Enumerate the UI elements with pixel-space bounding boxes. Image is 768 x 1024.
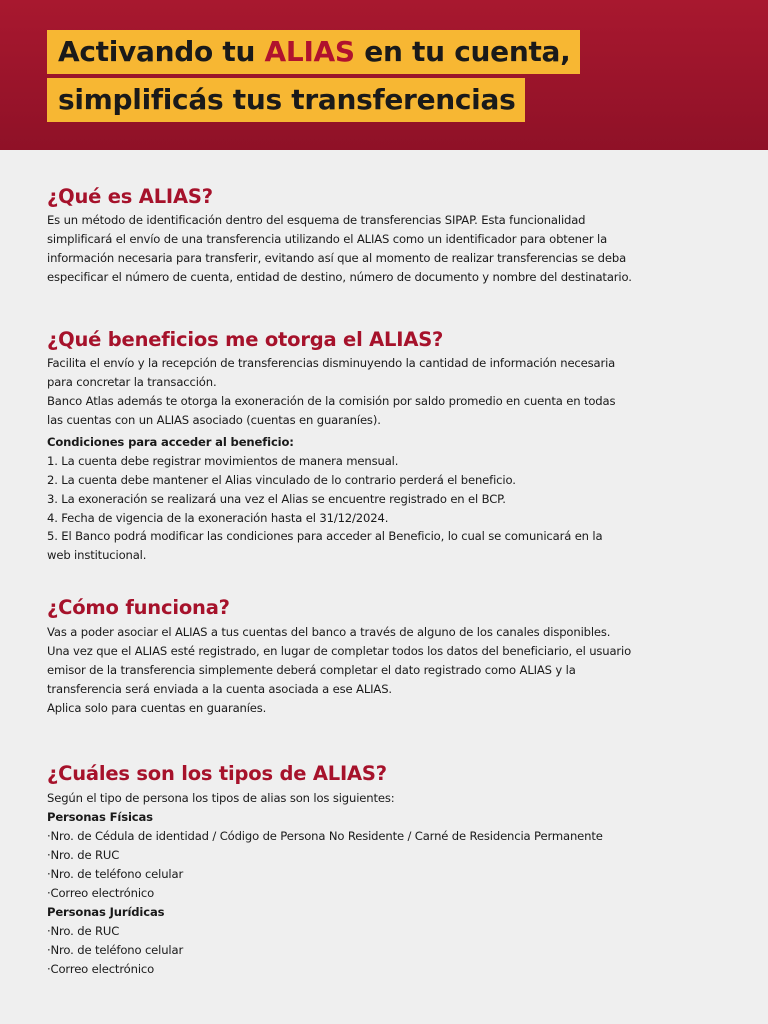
paragraph-line: información necesaria para transferir, evitando así que al momento de realizar transferencias se deba bbox=[47, 251, 627, 265]
paragraph-line: Facilita el envío y la recepción de transferencias disminuyendo la cantidad de información necesaria bbox=[47, 356, 616, 370]
paragraph-line: Es un método de identificación dentro del esquema de transferencias SIPAP. Esta funcionalidad bbox=[47, 213, 586, 227]
section-title-que-es: ¿Qué es ALIAS? bbox=[47, 185, 213, 208]
paragraph-line: emisor de la transferencia simplemente deberá completar el dato registrado como ALIAS y la bbox=[47, 663, 576, 677]
alias-type-item: ·Correo electrónico bbox=[47, 962, 155, 976]
page-title-line-1: Activando tu ALIAS en tu cuenta, bbox=[47, 30, 580, 74]
alias-type-item: ·Correo electrónico bbox=[47, 886, 155, 900]
condition-item: 5. El Banco podrá modificar las condiciones para acceder al Beneficio, lo cual se comunicará en la bbox=[47, 529, 603, 543]
conditions-title: Condiciones para acceder al beneficio: bbox=[47, 435, 294, 449]
condition-item: 4. Fecha de vigencia de la exoneración hasta el 31/12/2024. bbox=[47, 511, 389, 525]
header-banner bbox=[0, 0, 768, 150]
paragraph-line: simplificará el envío de una transferencia utilizando el ALIAS como un identificador para obtener la bbox=[47, 232, 608, 246]
paragraph-line: Según el tipo de persona los tipos de alias son los siguientes: bbox=[47, 791, 395, 805]
alias-type-item: ·Nro. de RUC bbox=[47, 924, 120, 938]
paragraph-line: para concretar la transacción. bbox=[47, 375, 217, 389]
paragraph-line: Aplica solo para cuentas en guaraníes. bbox=[47, 701, 267, 715]
condition-item: web institucional. bbox=[47, 548, 147, 562]
paragraph-line: especificar el número de cuenta, entidad de destino, número de documento y nombre del destinatario. bbox=[47, 270, 632, 284]
section-title-como-funciona: ¿Cómo funciona? bbox=[47, 596, 230, 619]
alias-type-item: ·Nro. de RUC bbox=[47, 848, 120, 862]
paragraph-line: transferencia será enviada a la cuenta asociada a ese ALIAS. bbox=[47, 682, 392, 696]
condition-item: 2. La cuenta debe mantener el Alias vinculado de lo contrario perderá el beneficio. bbox=[47, 473, 516, 487]
alias-highlight: ALIAS bbox=[264, 35, 355, 68]
paragraph-line: Vas a poder asociar el ALIAS a tus cuentas del banco a través de alguno de los canales disponibles. bbox=[47, 625, 611, 639]
section-title-tipos: ¿Cuáles son los tipos de ALIAS? bbox=[47, 762, 387, 785]
paragraph-line: Una vez que el ALIAS esté registrado, en lugar de completar todos los datos del beneficiario, el usuario bbox=[47, 644, 632, 658]
personas-juridicas-title: Personas Jurídicas bbox=[47, 905, 165, 919]
page-title-line-2: simplificás tus transferencias bbox=[47, 78, 525, 122]
section-title-beneficios: ¿Qué beneficios me otorga el ALIAS? bbox=[47, 328, 444, 351]
condition-item: 1. La cuenta debe registrar movimientos de manera mensual. bbox=[47, 454, 399, 468]
alias-type-item: ·Nro. de Cédula de identidad / Código de Persona No Residente / Carné de Residencia Permanente bbox=[47, 829, 603, 843]
paragraph-line: Banco Atlas además te otorga la exoneración de la comisión por saldo promedio en cuenta en todas bbox=[47, 394, 616, 408]
personas-fisicas-title: Personas Físicas bbox=[47, 810, 153, 824]
paragraph-line: las cuentas con un ALIAS asociado (cuentas en guaraníes). bbox=[47, 413, 381, 427]
alias-type-item: ·Nro. de teléfono celular bbox=[47, 943, 184, 957]
alias-type-item: ·Nro. de teléfono celular bbox=[47, 867, 184, 881]
condition-item: 3. La exoneración se realizará una vez el Alias se encuentre registrado en el BCP. bbox=[47, 492, 506, 506]
